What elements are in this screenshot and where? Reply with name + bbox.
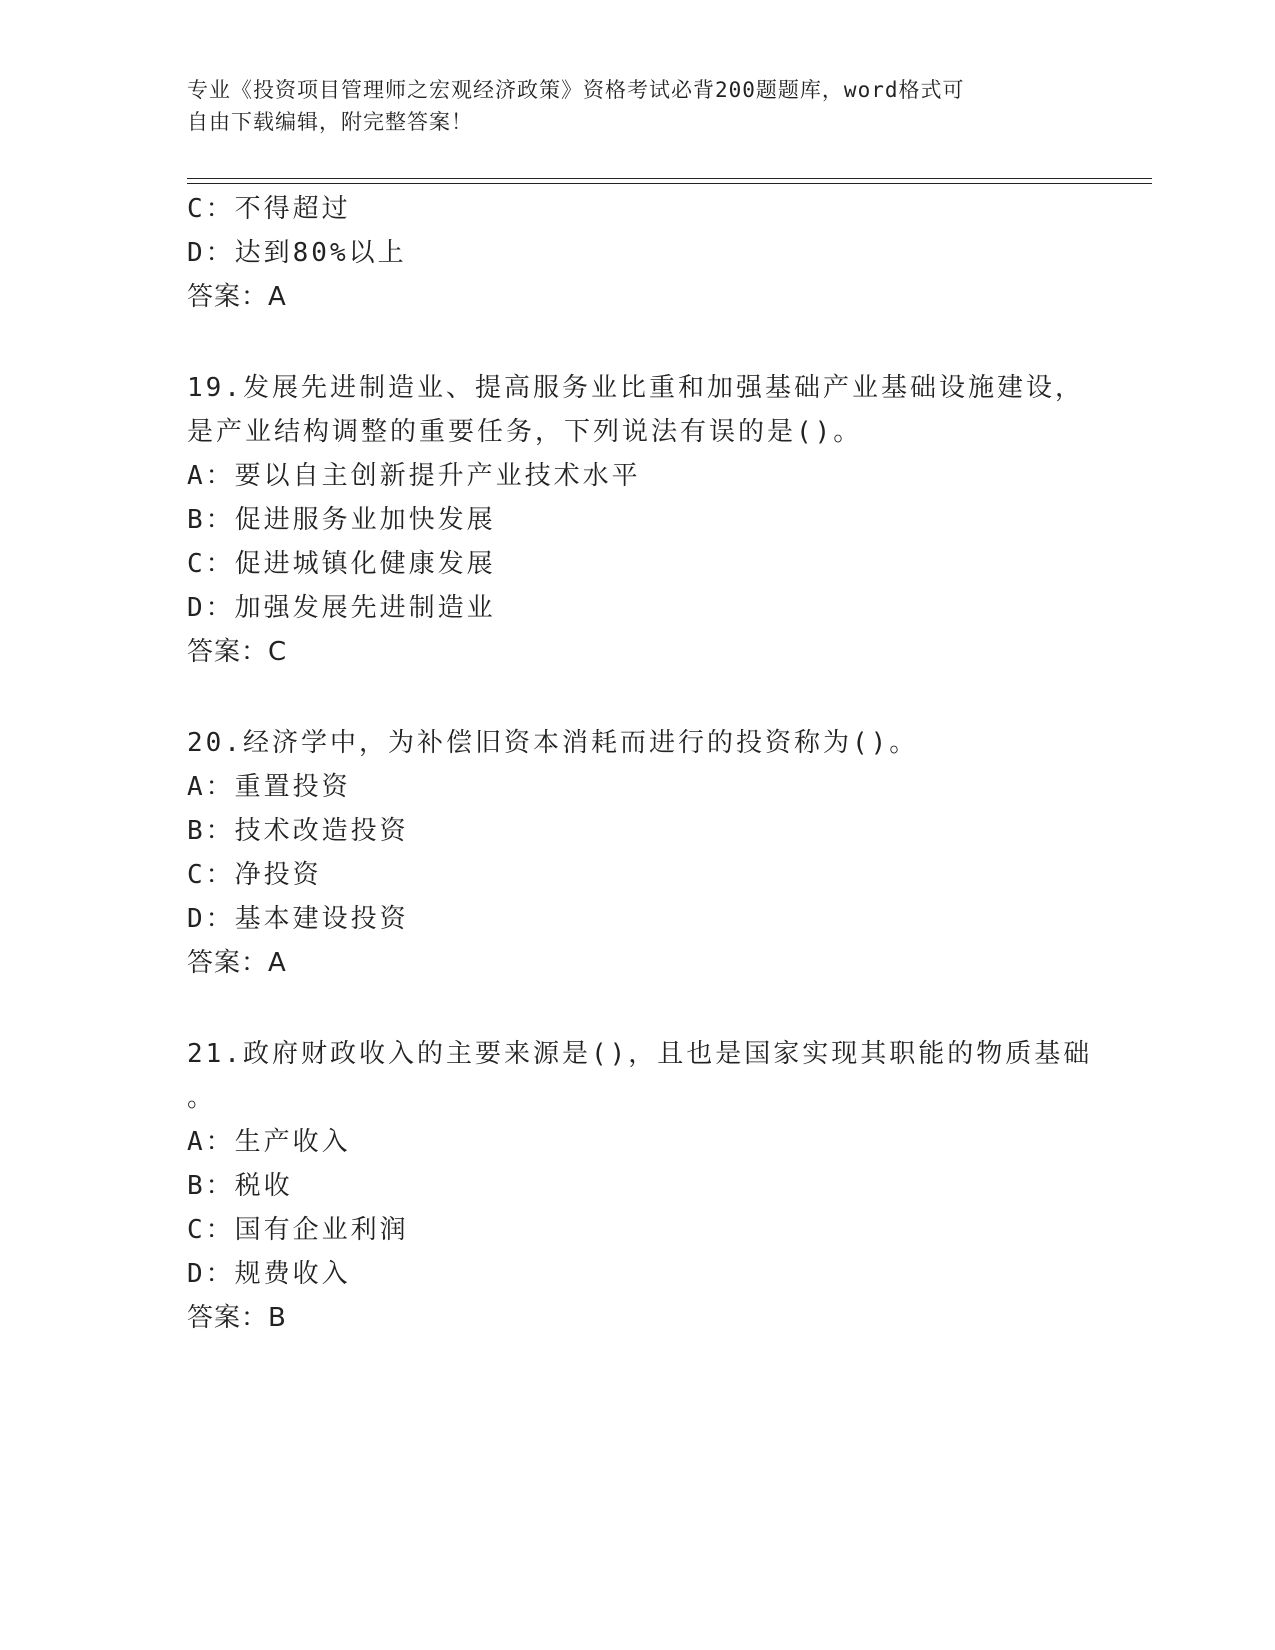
q21-option-a: A：生产收入	[187, 1127, 351, 1157]
q19-option-c: C：促进城镇化健康发展	[187, 549, 496, 579]
q19-option-a: A：要以自主创新提升产业技术水平	[187, 461, 641, 491]
q21-option-c: C：国有企业利润	[187, 1215, 409, 1245]
q20-option-d: D：基本建设投资	[187, 904, 409, 934]
q18-option-c: C：不得超过	[187, 194, 351, 224]
header-divider-bottom	[187, 183, 1152, 184]
q19-option-d: D：加强发展先进制造业	[187, 593, 496, 623]
q19-stem-line-1: 19.发展先进制造业、提高服务业比重和加强基础产业基础设施建设，	[187, 373, 1084, 403]
q18-option-d: D：达到80%以上	[187, 238, 407, 268]
q21-option-d: D：规费收入	[187, 1259, 351, 1289]
q21-answer: 答案：B	[187, 1303, 287, 1333]
q20-option-c: C：净投资	[187, 860, 322, 890]
q20-option-b: B：技术改造投资	[187, 816, 409, 846]
q19-answer: 答案：C	[187, 637, 288, 667]
q19-option-b: B：促进服务业加快发展	[187, 505, 496, 535]
q18-answer: 答案：A	[187, 282, 287, 312]
document-header	[187, 74, 1087, 138]
q20-answer: 答案：A	[187, 948, 287, 978]
q21-stem-line-2: 。	[187, 1083, 217, 1113]
q20-option-a: A：重置投资	[187, 772, 351, 802]
header-divider-top	[187, 178, 1152, 179]
q20-stem-line-1: 20.经济学中，为补偿旧资本消耗而进行的投资称为()。	[187, 728, 919, 758]
q21-stem-line-1: 21.政府财政收入的主要来源是()，且也是国家实现其职能的物质基础	[187, 1039, 1093, 1069]
q21-option-b: B：税收	[187, 1171, 293, 1201]
header-title-line-1: 专业《投资项目管理师之宏观经济政策》资格考试必背200题题库，word格式可	[187, 78, 965, 102]
header-title-line-2: 自由下载编辑，附完整答案！	[187, 110, 473, 134]
q19-stem-line-2: 是产业结构调整的重要任务，下列说法有误的是()。	[187, 417, 863, 447]
